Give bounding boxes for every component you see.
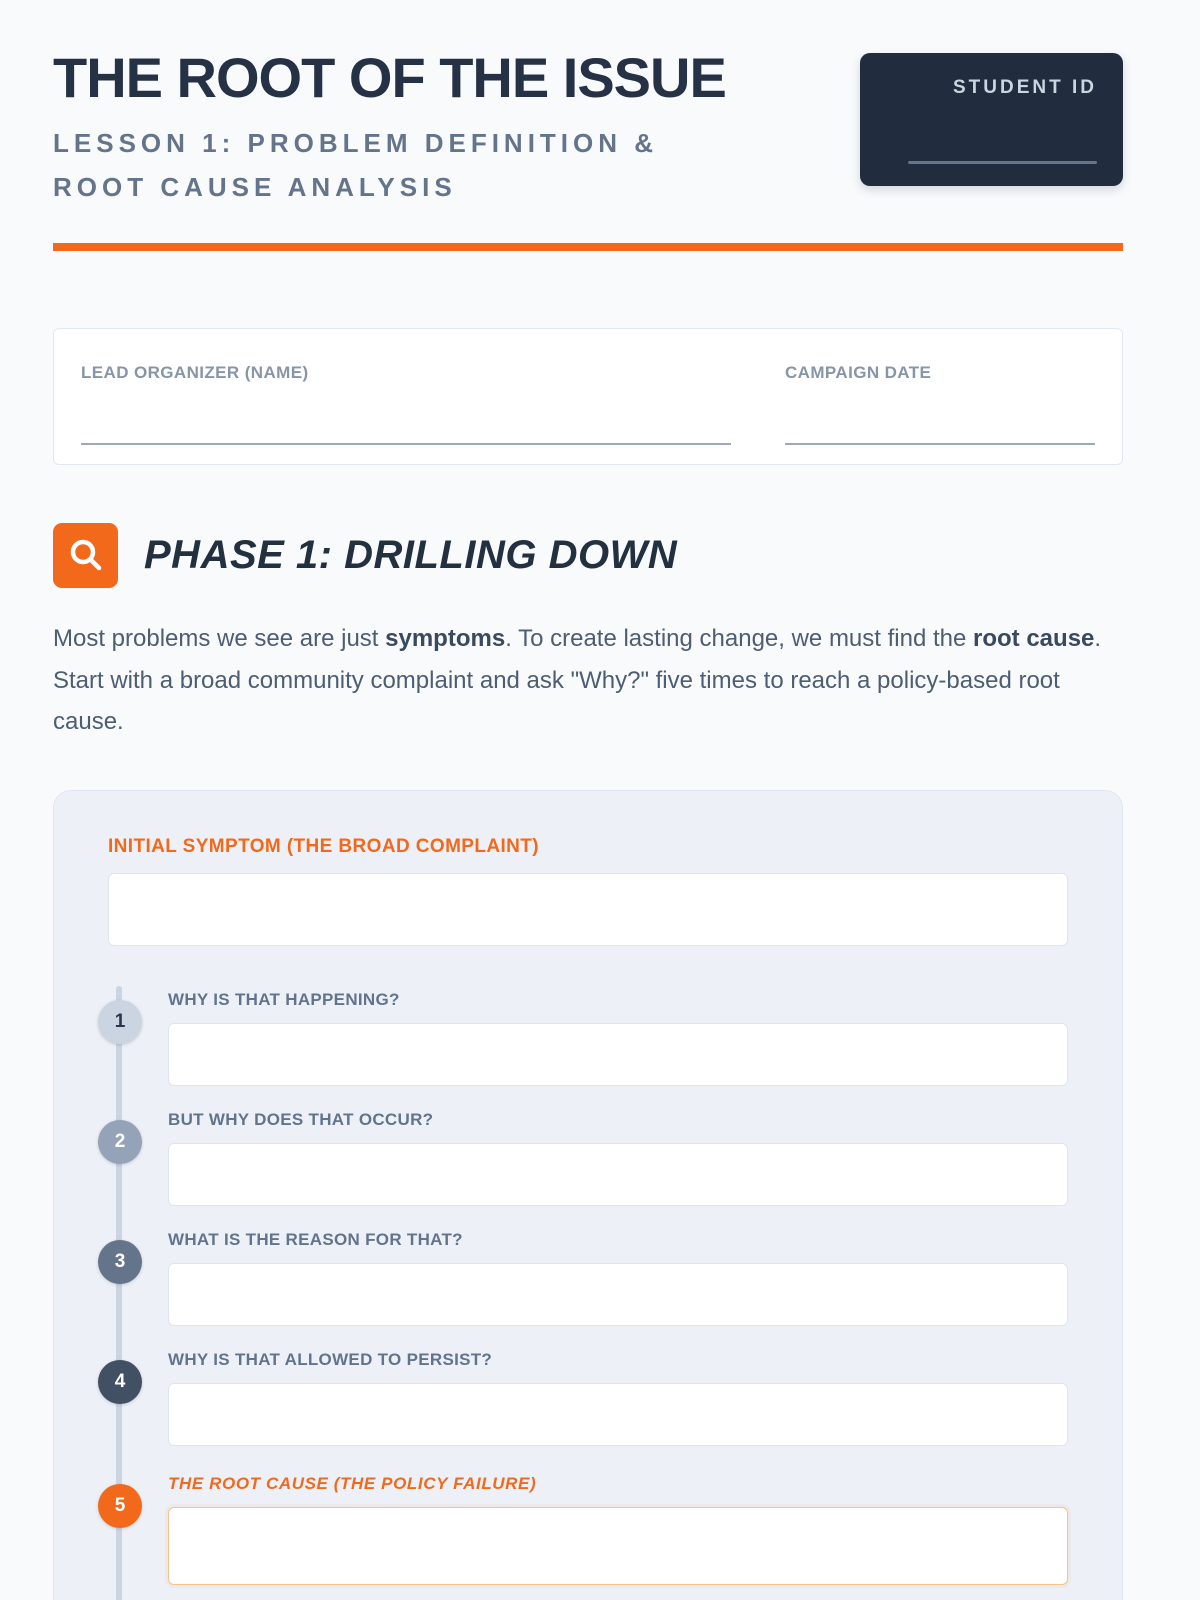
intro-text: Most problems we see are just <box>53 625 386 653</box>
intro-text-bold: root cause <box>973 625 1095 653</box>
step-5-badge: 5 <box>98 1484 142 1528</box>
step-1-badge: 1 <box>98 1000 142 1044</box>
step-3-badge: 3 <box>98 1240 142 1284</box>
header-titles <box>53 46 753 209</box>
student-id-label: STUDENT ID <box>953 77 1097 98</box>
intro-text: . Start with a broad community complaint and ask "Why?" five times to reach a policy-based root cause. <box>53 625 1102 735</box>
five-whys-steps <box>108 990 1068 1585</box>
student-id-card <box>860 53 1123 186</box>
lead-organizer-label: LEAD ORGANIZER (NAME) <box>81 363 309 383</box>
five-whys-panel <box>53 790 1123 1600</box>
lead-organizer-field-group <box>81 363 731 464</box>
why-2-input[interactable] <box>168 1143 1068 1206</box>
step-4-badge: 4 <box>98 1360 142 1404</box>
campaign-date-field[interactable] <box>785 443 1095 445</box>
header <box>53 0 1123 209</box>
initial-symptom-label: INITIAL SYMPTOM (THE BROAD COMPLAINT) <box>108 836 540 858</box>
why-4-input[interactable] <box>168 1383 1068 1446</box>
why-2-label: BUT WHY DOES THAT OCCUR? <box>168 1110 434 1130</box>
page-title: THE ROOT OF THE ISSUE <box>53 46 726 109</box>
root-cause-input[interactable] <box>168 1507 1068 1585</box>
why-step-1 <box>114 990 1068 1086</box>
lead-organizer-field[interactable] <box>81 443 731 445</box>
why-4-label: WHY IS THAT ALLOWED TO PERSIST? <box>168 1350 493 1370</box>
why-3-input[interactable] <box>168 1263 1068 1326</box>
root-cause-label: THE ROOT CAUSE (THE POLICY FAILURE) <box>168 1474 537 1494</box>
phase1-title: PHASE 1: DRILLING DOWN <box>144 533 678 578</box>
why-3-label: WHAT IS THE REASON FOR THAT? <box>168 1230 463 1250</box>
campaign-date-field-group <box>785 363 1095 464</box>
root-cause-step <box>114 1474 1068 1585</box>
why-step-2 <box>114 1110 1068 1206</box>
intro-text-bold: symptoms <box>385 625 506 653</box>
why-1-label: WHY IS THAT HAPPENING? <box>168 990 400 1010</box>
step-2-badge: 2 <box>98 1120 142 1164</box>
student-id-field[interactable] <box>908 161 1097 164</box>
initial-symptom-input[interactable] <box>108 873 1068 946</box>
page-subtitle: LESSON 1: PROBLEM DEFINITION & ROOT CAUSE ANALYSIS <box>53 128 659 202</box>
organizer-info-card <box>53 328 1123 465</box>
phase1-intro <box>53 618 1123 742</box>
why-1-input[interactable] <box>168 1023 1068 1086</box>
why-step-3 <box>114 1230 1068 1326</box>
magnifier-icon <box>53 523 118 588</box>
campaign-date-label: CAMPAIGN DATE <box>785 363 932 383</box>
intro-text: . To create lasting change, we must find the <box>505 625 974 653</box>
why-step-4 <box>114 1350 1068 1446</box>
phase1-header <box>53 523 1123 588</box>
page-content <box>53 0 1123 1600</box>
accent-divider <box>53 243 1123 251</box>
